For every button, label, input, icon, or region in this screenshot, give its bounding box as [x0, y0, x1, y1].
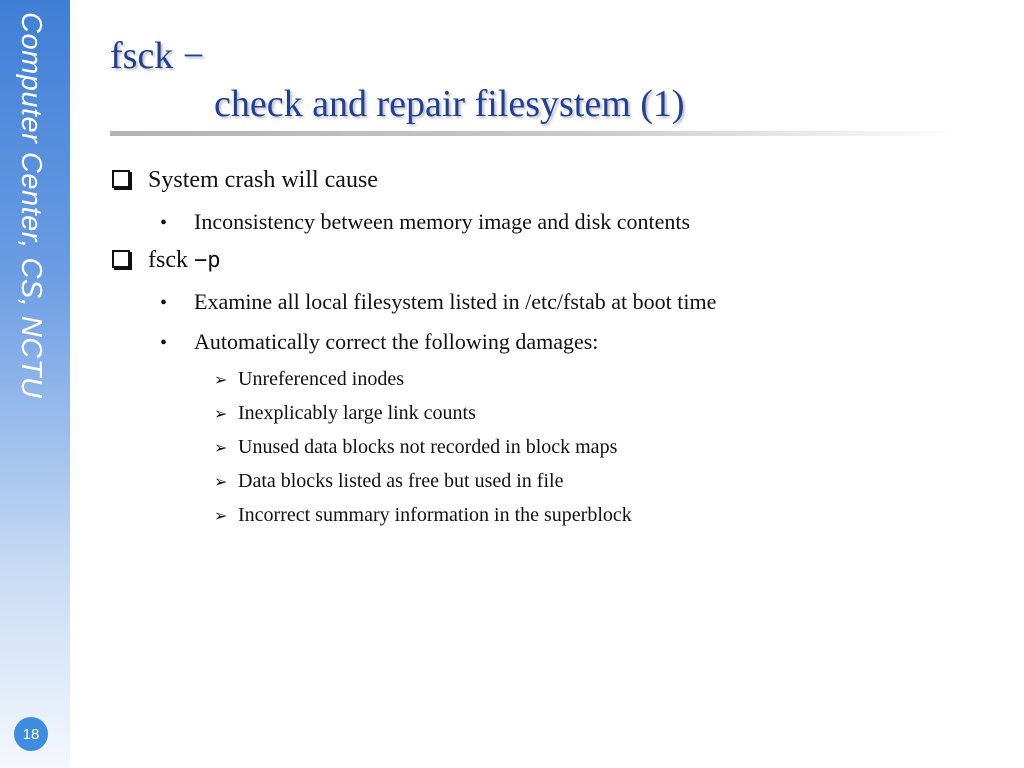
arrowhead-bullet-icon: ➢	[214, 472, 228, 491]
damage-item-text: Incorrect summary information in the superblock	[238, 504, 632, 526]
sub-bullet-text: Examine all local filesystem listed in /etc/fstab at boot time	[194, 289, 717, 314]
title-line-2: check and repair filesystem (1)	[214, 83, 685, 125]
dot-bullet-icon: •	[160, 212, 168, 234]
damage-item	[110, 362, 990, 396]
slide-content	[110, 162, 990, 532]
damage-item-text: Inexplicably large link counts	[238, 402, 476, 424]
sub-bullet-text: Automatically correct the following damages:	[194, 329, 599, 354]
sub-bullet	[110, 202, 990, 242]
bullet-text: System crash will cause	[148, 167, 378, 193]
sub-bullet-text: Inconsistency between memory image and disk contents	[194, 209, 691, 234]
sidebar-title: Computer Center, CS, NCTU	[15, 12, 47, 399]
damage-item	[110, 396, 990, 430]
hollow-square-bullet-icon	[112, 250, 130, 268]
damage-item	[110, 498, 990, 532]
slide-title	[110, 32, 685, 128]
sub-bullet	[110, 282, 990, 322]
sub-bullet	[110, 322, 990, 362]
damage-item-text: Unused data blocks not recorded in block maps	[238, 436, 618, 458]
damage-item-text: Unreferenced inodes	[238, 368, 405, 390]
title-divider	[110, 131, 960, 136]
dot-bullet-icon: •	[160, 292, 168, 314]
page-number-badge: 18	[14, 717, 48, 751]
bullet-text-prefix: fsck	[148, 247, 194, 273]
dot-bullet-icon: •	[160, 332, 168, 354]
hollow-square-bullet-icon	[112, 170, 130, 188]
bullet-fsck-p	[110, 242, 990, 282]
title-line-1: fsck −	[110, 35, 205, 77]
bullet-system-crash	[110, 162, 990, 202]
arrowhead-bullet-icon: ➢	[214, 370, 228, 389]
arrowhead-bullet-icon: ➢	[214, 404, 228, 423]
arrowhead-bullet-icon: ➢	[214, 438, 228, 457]
damage-item	[110, 430, 990, 464]
damage-item	[110, 464, 990, 498]
sidebar	[0, 0, 70, 768]
bullet-code: −p	[193, 248, 221, 273]
damage-item-text: Data blocks listed as free but used in file	[238, 470, 564, 492]
arrowhead-bullet-icon: ➢	[214, 506, 228, 525]
